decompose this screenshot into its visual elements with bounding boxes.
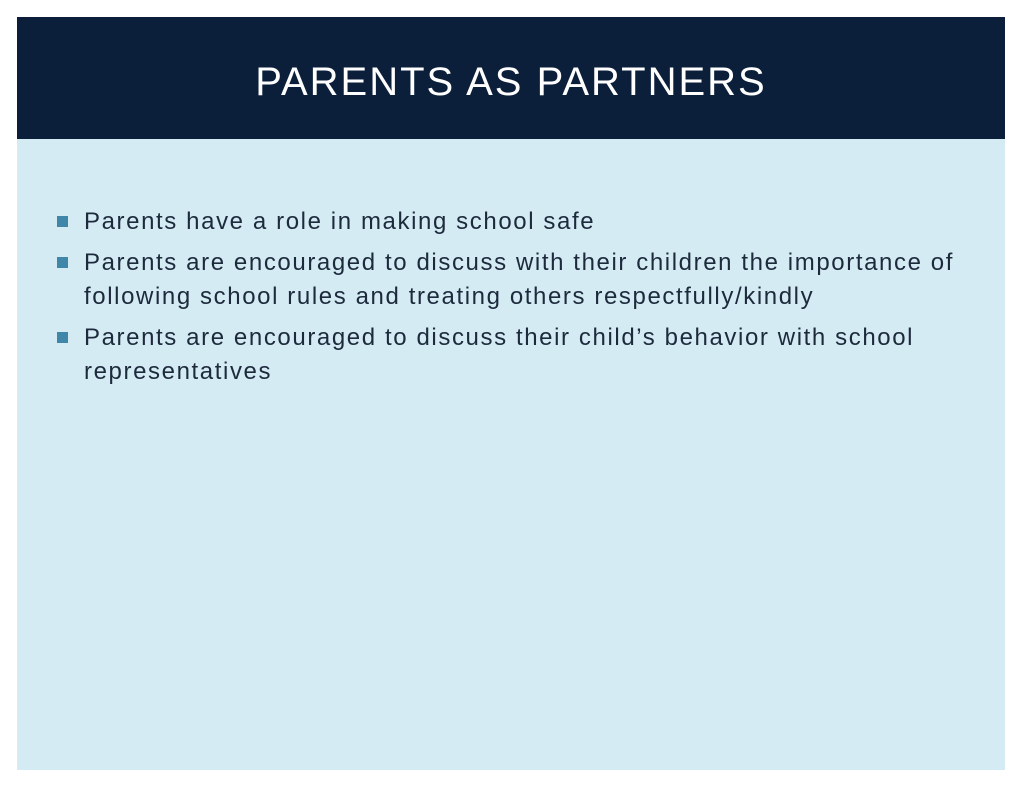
bullet-text: Parents are encouraged to discuss their child’s behavior with school representatives [84, 324, 915, 385]
bullet-text: Parents have a role in making school safe [84, 208, 596, 235]
slide-title: PARENTS AS PARTNERS [255, 59, 767, 104]
square-bullet-icon [57, 332, 68, 343]
square-bullet-icon [57, 257, 68, 268]
bullet-text: Parents are encouraged to discuss with their children the importance of following school rules and treating others respectfully/kindly [84, 249, 955, 310]
slide [17, 17, 1005, 770]
bullet-list [57, 205, 957, 396]
bullet-item [57, 205, 957, 239]
title-bar [17, 17, 1005, 139]
bullet-item [57, 246, 957, 314]
bullet-item [57, 321, 957, 389]
square-bullet-icon [57, 216, 68, 227]
